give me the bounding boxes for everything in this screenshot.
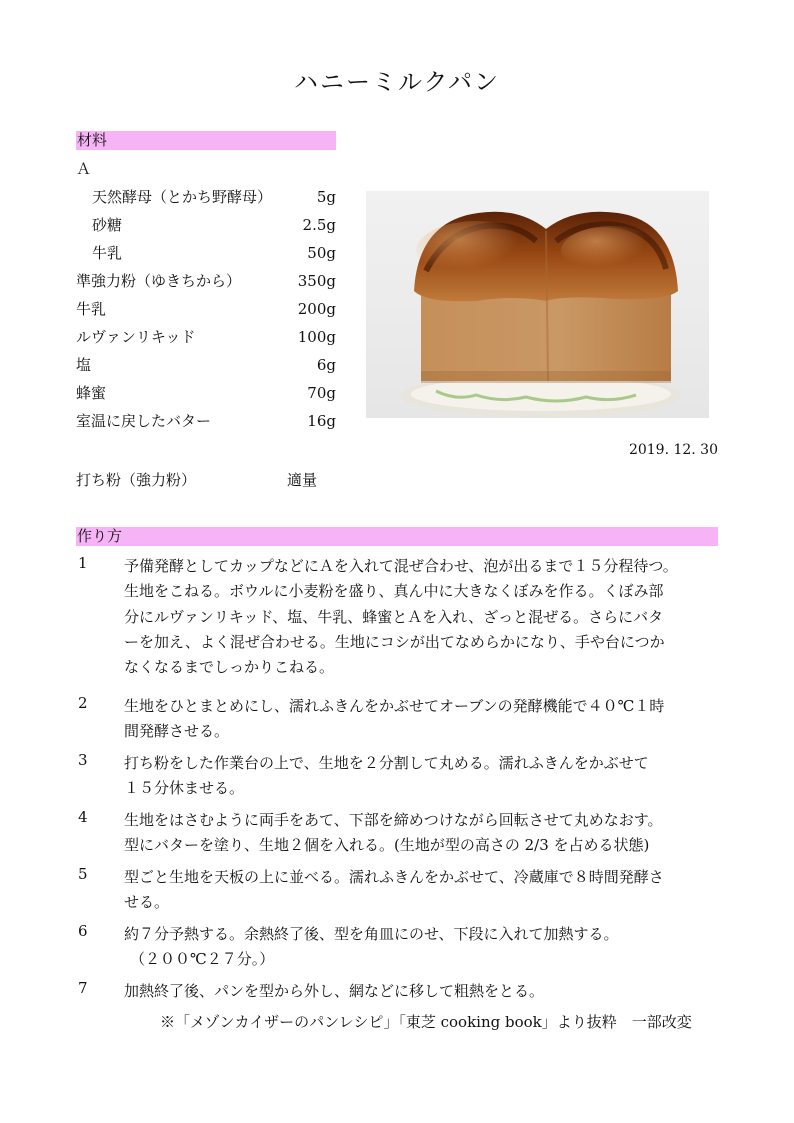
ingredient-name: 牛乳: [76, 300, 107, 318]
step-line: 加熱終了後、パンを型から外し、網などに移して粗熱をとる。: [124, 982, 545, 1000]
bread-photo: [366, 191, 709, 418]
ingredient-name: 室温に戻したバター: [76, 412, 212, 430]
step-text: [124, 865, 721, 916]
step-number: 5: [78, 865, 88, 883]
step-text: [124, 554, 721, 680]
ingredient-qty: 2.5g: [302, 216, 336, 234]
ingredient-qty: 200g: [297, 300, 336, 318]
ingredient-qty: 6g: [316, 356, 336, 374]
step-line: 型ごと生地を天板の上に並べる。濡れふきんをかぶせて、冷蔵庫で８時間発酵さ: [124, 868, 664, 886]
step-item: [76, 694, 721, 745]
step-line: 間発酵させる。: [124, 722, 230, 741]
step-item: [76, 922, 721, 973]
dusting-name: 打ち粉（強力粉）: [76, 471, 197, 489]
step-line: せる。: [124, 893, 170, 912]
step-text: [124, 694, 721, 745]
method-header: 作り方: [76, 527, 718, 546]
step-text: [124, 808, 721, 859]
page-title: ハニーミルクパン: [293, 68, 501, 96]
step-item: [76, 751, 721, 802]
step-number: 6: [78, 922, 88, 940]
step-line: （２００℃２７分。）: [130, 950, 275, 969]
ingredient-qty: 350g: [297, 272, 336, 290]
step-number: 4: [78, 808, 88, 826]
group-a-label: Ａ: [76, 160, 92, 178]
ingredients-header: 材料: [76, 131, 336, 150]
ingredient-name: 準強力粉（ゆきちから）: [76, 272, 242, 290]
ingredient-qty: 100g: [297, 328, 336, 346]
ingredient-name: 塩: [76, 356, 92, 374]
step-item: [76, 979, 721, 1004]
step-line: 打ち粉をした作業台の上で、生地を２分割して丸める。濡れふきんをかぶせて: [124, 754, 649, 772]
ingredient-name: 砂糖: [92, 216, 123, 234]
ingredient-qty: 16g: [307, 412, 336, 430]
date-label: 2019. 12. 30: [628, 442, 718, 458]
step-number: 7: [78, 979, 88, 997]
step-line: 約７分予熱する。余熱終了後、型を角皿にのせ、下段に入れて加熱する。: [124, 925, 619, 943]
ingredient-name: ルヴァンリキッド: [76, 328, 196, 346]
step-line: 分にルヴァンリキッド、塩、牛乳、蜂蜜とＡを入れ、ざっと混ぜる。さらにバタ: [124, 607, 664, 626]
bread-loaf-illustration: [366, 191, 709, 418]
step-line: なくなるまでしっかりこねる。: [124, 658, 335, 677]
ingredient-name: 蜂蜜: [76, 384, 107, 402]
step-item: [76, 554, 721, 680]
step-line: 生地をはさむように両手をあて、下部を締めつけながら回転させて丸めなおす。: [124, 811, 663, 829]
step-item: [76, 808, 721, 859]
ingredient-qty: 5g: [316, 188, 336, 206]
step-line: ーを加え、よく混ぜ合わせる。生地にコシが出てなめらかになり、手や台につか: [124, 632, 665, 651]
ingredient-name: 天然酵母（とかち野酵母）: [92, 188, 273, 206]
source-note: ※「メゾンカイザーのパンレシピ」「東芝 cooking book」より抜粋 一部改変: [160, 1013, 692, 1031]
step-item: [76, 865, 721, 916]
step-line: 生地をひとまとめにし、濡れふきんをかぶせてオーブンの発酵機能で４０℃１時: [124, 697, 665, 715]
step-text: [124, 922, 721, 973]
step-number: 3: [78, 751, 88, 769]
step-line: １５分休ませる。: [124, 779, 245, 798]
ingredient-name: 牛乳: [92, 244, 123, 262]
dusting-qty: 適量: [287, 471, 318, 489]
step-number: 1: [78, 554, 88, 572]
step-line: 生地をこねる。ボウルに小麦粉を盛り、真ん中に大きなくぼみを作る。くぼみ部: [124, 582, 664, 601]
step-text: [124, 979, 721, 1004]
step-line: 予備発酵としてカップなどにＡを入れて混ぜ合わせ、泡が出るまで１５分程待つ。: [124, 557, 678, 575]
step-text: [124, 751, 721, 802]
ingredient-qty: 50g: [307, 244, 336, 262]
step-line: 型にバターを塗り、生地２個を入れる。(生地が型の高さの 2/3 を占める状態): [124, 836, 650, 855]
ingredient-qty: 70g: [307, 384, 336, 402]
step-number: 2: [78, 694, 88, 712]
